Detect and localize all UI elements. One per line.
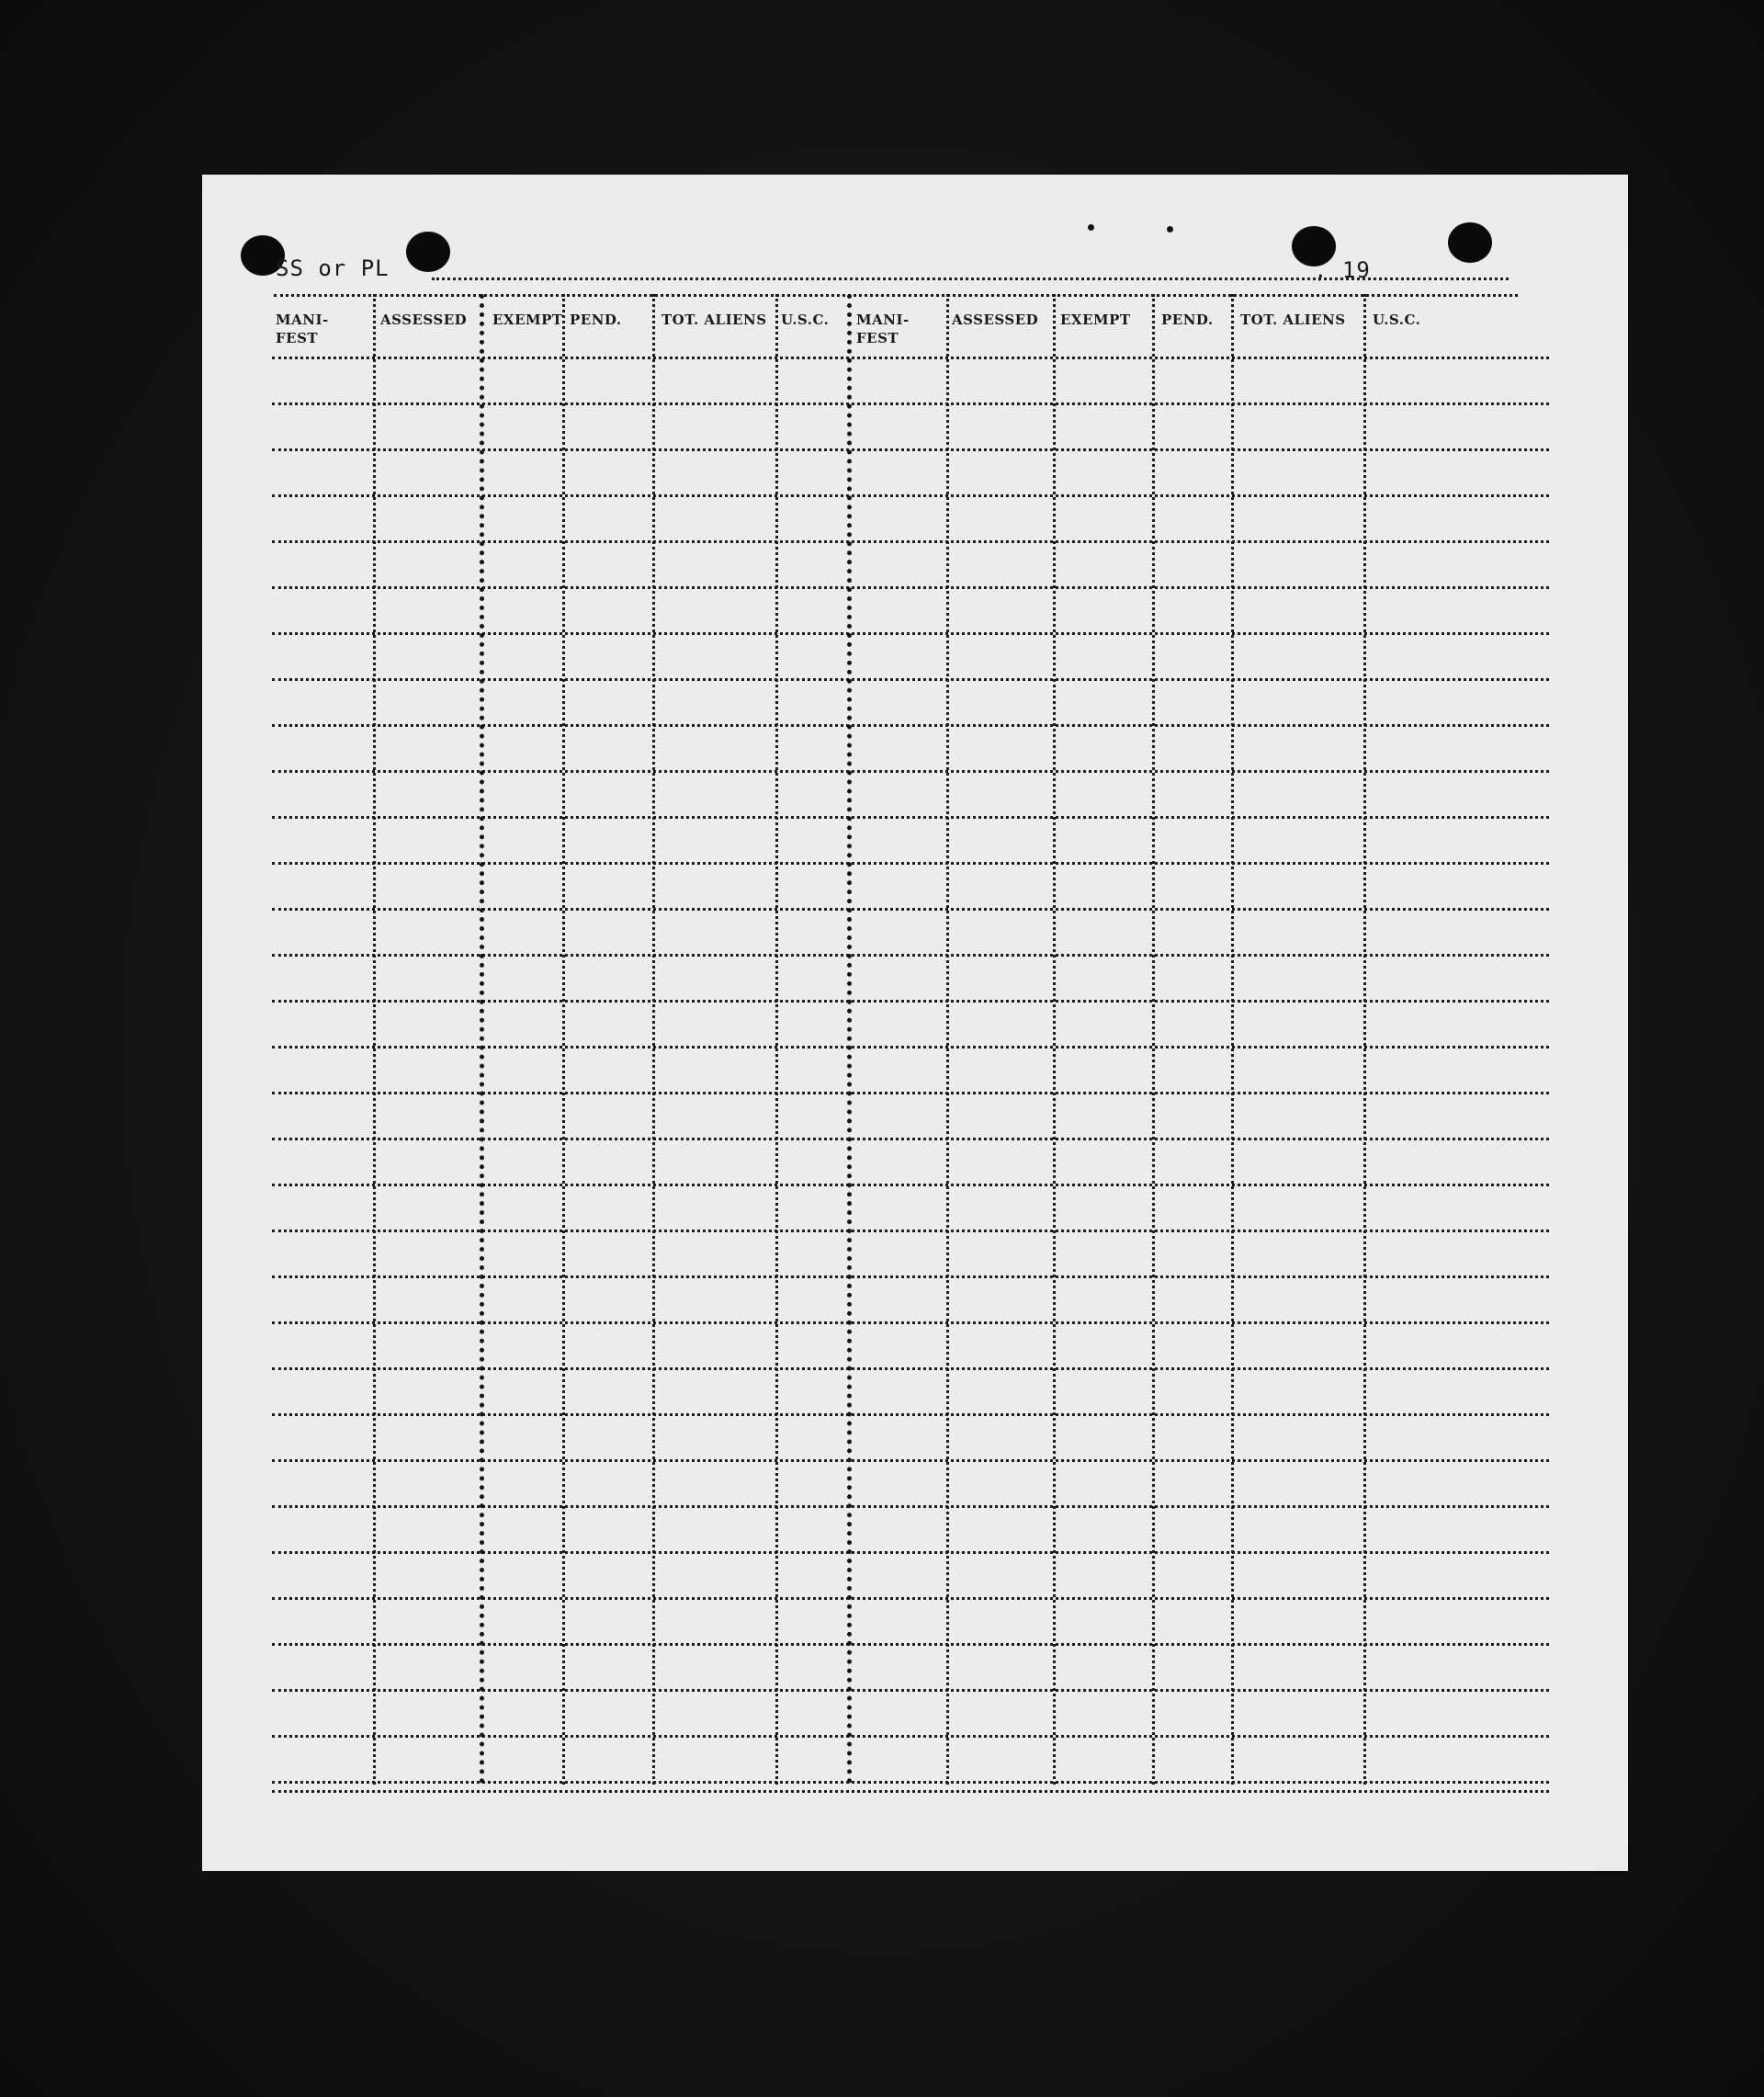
table-row[interactable]: [272, 957, 1549, 999]
col-head-tot-aliens-right: TOT. ALIENS: [1240, 312, 1346, 328]
header-top-rule: [274, 294, 1518, 297]
col-head-tot-aliens-left: TOT. ALIENS: [662, 312, 767, 328]
date-year-label: [1314, 257, 1371, 283]
table-row[interactable]: [272, 1094, 1549, 1137]
punch-hole-4: [1448, 222, 1492, 263]
table-row[interactable]: [272, 1278, 1549, 1321]
vessel-label: [276, 255, 390, 281]
table-bottom-double-rule: [272, 1790, 1549, 1793]
punch-hole-2: [406, 232, 450, 272]
col-head-assessed-left: ASSESSED: [380, 312, 468, 328]
col-head-assessed-right: ASSESSED: [952, 312, 1039, 328]
table-row[interactable]: [272, 727, 1549, 769]
table-row-rule: [272, 1781, 1549, 1784]
ink-speck: [1167, 226, 1173, 232]
date-year-prefix: , 19: [1314, 257, 1371, 283]
table-row[interactable]: [272, 1416, 1549, 1458]
col-head-pend-right: PEND.: [1161, 312, 1214, 328]
col-head-manifest-left: MANI- FEST: [276, 312, 329, 346]
vessel-prefix: SS or PL: [276, 255, 390, 281]
table-row[interactable]: [272, 1508, 1549, 1550]
table-row[interactable]: [272, 865, 1549, 907]
table-row[interactable]: [272, 1048, 1549, 1091]
table-row[interactable]: [272, 1554, 1549, 1596]
table-row[interactable]: [272, 405, 1549, 448]
table-row[interactable]: [272, 1738, 1549, 1780]
table-row[interactable]: [272, 1370, 1549, 1412]
table-row[interactable]: [272, 359, 1549, 402]
table-row[interactable]: [272, 1186, 1549, 1229]
col-head-manifest-right: MANI- FEST: [856, 312, 910, 346]
col-head-usc-right: U.S.C.: [1373, 312, 1421, 328]
table-row[interactable]: [272, 1324, 1549, 1366]
table-row[interactable]: [272, 1600, 1549, 1642]
table-row[interactable]: [272, 1692, 1549, 1734]
table-row[interactable]: [272, 589, 1549, 631]
table-row[interactable]: [272, 635, 1549, 677]
col-head-pend-left: PEND.: [570, 312, 622, 328]
table-row[interactable]: [272, 1646, 1549, 1688]
table-row[interactable]: [272, 1462, 1549, 1504]
table-row[interactable]: [272, 497, 1549, 539]
col-head-usc-left: U.S.C.: [781, 312, 830, 328]
col-head-exempt-left: EXEMPT: [492, 312, 563, 328]
col-head-exempt-right: EXEMPT: [1060, 312, 1131, 328]
table-row[interactable]: [272, 451, 1549, 493]
table-row[interactable]: [272, 773, 1549, 815]
table-row[interactable]: [272, 819, 1549, 861]
table-row[interactable]: [272, 911, 1549, 953]
table-row[interactable]: [272, 1232, 1549, 1275]
table-row[interactable]: [272, 543, 1549, 585]
table-row[interactable]: [272, 681, 1549, 723]
table-row[interactable]: [272, 1140, 1549, 1183]
table-row[interactable]: [272, 1003, 1549, 1045]
manifest-tally-sheet: [202, 175, 1628, 1871]
ink-speck: [1088, 224, 1094, 231]
